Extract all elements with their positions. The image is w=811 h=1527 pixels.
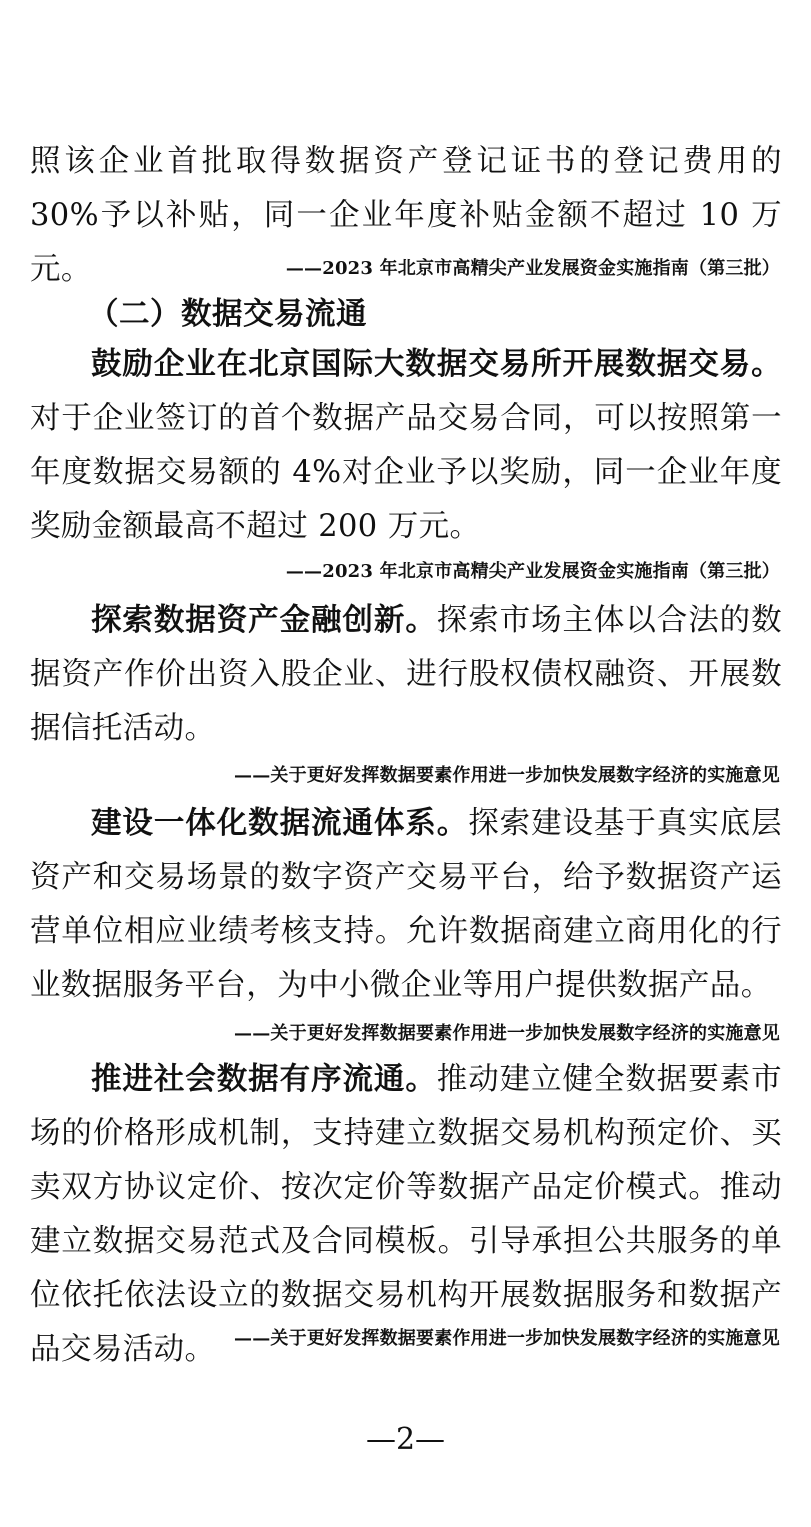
paragraph-body: 探索市场主体以合法的数据资产作价出资入股企业、进行股权债权融资、开展数据信托活动。 <box>30 603 782 746</box>
source-citation: ——关于更好发挥数据要素作用进一步加快发展数字经济的实施意见 <box>234 765 780 786</box>
paragraph-lead: 鼓励企业在北京国际大数据交易所开展数据交易。 <box>91 347 782 382</box>
source-citation: ——2023 年北京市高精尖产业发展资金实施指南（第三批） <box>285 561 780 582</box>
paragraph-body: 照该企业首批取得数据资产登记证书的登记费用的 30%予以补贴，同一企业年度补贴金额不超过 10 万元。 <box>30 144 782 287</box>
paragraph-circulation-system <box>30 797 782 1013</box>
paragraph-body: 推动建立健全数据要素市场的价格形成机制，支持建立数据交易机构预定价、买卖双方协议定价、按次定价等数据产品定价模式。推动建立数据交易范式及合同模板。引导承担公共服务的单位依托依法设立的数据交易机构开展数据服务和数据产品交易活动。 <box>30 1062 782 1367</box>
source-citation: ——关于更好发挥数据要素作用进一步加快发展数字经济的实施意见 <box>234 1328 780 1349</box>
section-heading: （二）数据交易流通 <box>88 297 367 332</box>
page-number: —2— <box>365 1422 446 1457</box>
source-citation: ——2023 年北京市高精尖产业发展资金实施指南（第三批） <box>285 258 780 279</box>
paragraph-body: 对于企业签订的首个数据产品交易合同，可以按照第一年度数据交易额的 4%对企业予以奖励，同一企业年度奖励金额最高不超过 200 万元。 <box>30 401 782 544</box>
paragraph-lead: 建设一体化数据流通体系。 <box>91 806 469 841</box>
paragraph-financial-innovation <box>30 594 782 756</box>
paragraph-lead: 推进社会数据有序流通。 <box>91 1062 437 1097</box>
source-citation: ——关于更好发挥数据要素作用进一步加快发展数字经济的实施意见 <box>234 1023 780 1044</box>
paragraph-body: 探索建设基于真实底层资产和交易场景的数字资产交易平台，给予数据资产运营单位相应业绩考核支持。允许数据商建立商用化的行业数据服务平台，为中小微企业等用户提供数据产品。 <box>30 806 782 1003</box>
paragraph-data-exchange <box>30 338 782 554</box>
paragraph-lead: 探索数据资产金融创新。 <box>91 603 437 638</box>
